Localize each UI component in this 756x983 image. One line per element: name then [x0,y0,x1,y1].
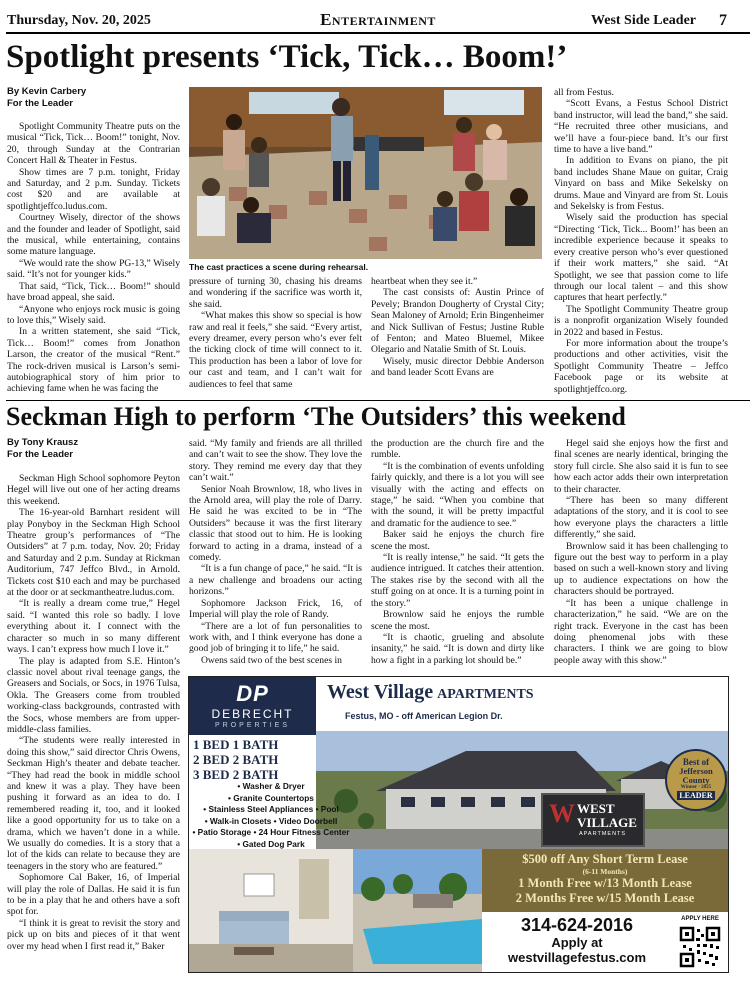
paragraph: Sophomore Cal Baker, 16, of Imperial will play the role of Dallas. He said it is fun to be in a play that he and others have a soft spot for. [7,872,180,918]
badge-sub: Winner · 2025 [680,785,712,790]
paragraph: Hegel said she enjoys how the first and final scenes are nearly identical, bringing the story full circle. She also said it is fun to see how each actor adds their own interpretation to their character. [554,438,728,495]
paragraph: the production are the church fire and the rumble. [371,438,544,461]
contact-block [482,915,672,965]
story1-author: By Kevin Carbery [7,86,87,97]
story2-byline [7,437,78,461]
paragraph: In a written statement, she said “Tick, Tick… Boom!” comes from Jonathon Larson, the creator of the musical “Rent.” The rock-driven musical is Larson’s semi-autobiographical story of him prior to achieving fame when he was facing the [7,326,180,395]
paragraph: “It is really intense,” he said. “It gets the audience intrigued. It catches their attention. The stakes rise by the second with all the stuff going on at once. It is a turning point in the story.” [371,552,544,609]
story2-column-2 [189,438,362,671]
unit-list [193,737,315,782]
story1-column-3 [371,276,544,397]
paragraph: Brownlow said he enjoys the rumble scene the most. [371,609,544,632]
paragraph: all from Festus. [554,87,614,98]
paragraph: In addition to Evans on piano, the pit band includes Shane Maue on guitar, Craig Vinyard on bass and Mike Sekelsky on drums. Maue and Vinyard are from St. Louis and Sekelsky is from Festus. [554,155,728,213]
paragraph: For more information about the troupe’s productions and other activities, visit the Spotlight Community Theatre – Jeffco Facebook page or its website at spotlightjeffco.org. [554,337,728,395]
interior-photo [189,849,353,972]
paragraph: “What makes this show so special is how raw and real it feels,” she said. “Every artist, every dreamer, every person who’s ever felt the ticking clock of time will connect to it. This production has been a labor of love for our cast and team, and I can’t wait for audiences to feel that same [189,310,362,390]
paragraph: Senior Noah Brownlow, 18, who lives in the Arnold area, will play the role of Darry. He said he was excited to be in “The Outsiders” because it was the first literary classic that stood out to him. He is looking forward to acting in a drama, instead of a comedy. [189,483,362,564]
west-village-sign [541,793,645,847]
paragraph: “Anyone who enjoys rock music is going to love this,” Wisely said. [7,303,180,326]
paragraph: Spotlight Community Theatre puts on the musical “Tick, Tick… Boom!” tonight, Nov. 20, through Sunday at the Contrarian Concert Hall & Theater in Festus. [7,121,180,167]
story2-column-1 [7,473,180,971]
paragraph: pressure of turning 30, chasing his dreams and wondering if the sacrifice was worth it, she said. [189,276,362,310]
amenity-list [189,781,353,851]
qr-label: APPLY HERE [681,916,719,922]
ad-location: Festus, MO - off American Legion Dr. [345,711,503,721]
ad-title-sub: APARTMENTS [437,687,534,702]
offers-box [482,849,728,912]
paragraph: “Scott Evans, a Festus School District band instructor, will lead the band,” she said. “He recruited three other musicians, and we’ll have a four-piece band. It’s our first time to have a live band.” [554,98,728,156]
paragraph: Wisely, music director Debbie Anderson and band leader Scott Evans are [371,355,544,379]
offer-15-month: 2 Months Free w/15 Month Lease [515,891,695,905]
unit-option: 1 BED 1 BATH [193,737,279,752]
paragraph: The play is adapted from S.E. Hinton’s classic novel about rival teenage gangs, the Greasers and Socials, or Socs, in 1976 Tulsa, Okla. The Greasers come from troubled working-class backgrounds, contrasted with the Socs, whose members are from upper-middle-class families. [7,655,180,735]
ad-title-main: West Village [327,681,434,703]
offer-short-term: $500 off Any Short Term Lease [522,852,688,866]
amenity: • Stainless Steel Appliances • Pool [203,804,339,815]
amenity: • Patio Storage • 24 Hour Fitness Center [192,827,350,838]
paragraph: Sophomore Jackson Frick, 16, of Imperial will play the role of Randy. [189,597,362,621]
sign-apartments: APARTMENTS [579,831,627,837]
story1-column-4 [554,87,728,397]
paragraph: Seckman High School sophomore Peyton Hegel will live out one of her acting dreams this weekend. [7,473,180,507]
paragraph: The 16-year-old Barnhart resident will play Ponyboy in the Seckman High School Theatre group’s performances of “The Outsiders” at 7 p.m. today, Nov. 20; Friday and Saturday and 2 p.m. Sunday at Rickman Auditorium, 747 Jeffco Blvd., in Arnold. Tickets cost $10 each and may be purchased at the door or at seckmantheatre.ludus.com. [7,507,180,599]
paragraph: The cast consists of: Austin Prince of Pevely; Brandon Dougherty of Crystal City; Sean Maloney of Arnold; Erin Bingenheimer and Nick Sullivan of Festus; Justine Ruble of Fenton; and Mateo Bluemel, Mikee Olegario and Natalie Smith of St. Louis. [371,287,544,356]
story2-column-4 [554,438,728,671]
paragraph: Baker said he enjoys the church fire scene the most. [371,529,544,552]
debrecht-logo-mark: DP [236,681,269,706]
masthead-date: Thursday, Nov. 20, 2025 [7,13,151,28]
paragraph: Brownlow said it has been challenging to figure out the best way to perform in a play based on such a well-known story and living up to audience expectations on how the characters should be portrayed. [554,540,728,598]
paragraph: “It has been a unique challenge in characterization,” he said. “We are on the right track. Everyone in the cast has been doing phenomenal jobs with these characters. I think we are going to blow people away with this show.” [554,597,728,666]
ad-title [327,681,534,704]
masthead-section: Entertainment [320,10,436,29]
badge-county: Jefferson County [679,766,713,785]
website-link: westvillagefestus.com [508,950,646,965]
paragraph: That said, “Tick, Tick… Boom!” should have broad appeal, she said. [7,280,180,304]
badge-leader: LEADER [677,791,715,800]
paragraph: “The students were really interested in doing this show,” said director Chris Owens, Seckman High’s theater and debate teacher. “They had read the book in middle school and knew it was a play. They have been pushing it forward as an idea to do. I remembered reading it, too, and it looked like a good opportunity for us to take on a drama, which we haven’t done in a while. We usually do comedies. It is a story that a lot of the kids can relate to because they are teenagers in the story who are featured.” [7,735,180,872]
story1-headline: Spotlight presents ‘Tick, Tick… Boom!’ [6,39,568,75]
sign-w-mark: W [549,799,575,828]
paragraph: “It is a fun change of pace,” he said. “It is a new challenge and broadens our acting horizons.” [189,563,362,598]
story2-author: By Tony Krausz [7,437,79,448]
paragraph: “There has been so many different adaptations of the story, and it is cool to see how everyone plays the characters a little differently,” she said. [554,495,728,541]
west-village-ad [188,676,729,973]
paragraph: “It is really a dream come true,” Hegel said. “I wanted this role so badly. I love everything about it. I connect with the character so much in so many different ways. I can’t express how much I love it.” [7,598,180,656]
debrecht-name: DEBRECHT [211,707,294,721]
story2-headline: Seckman High to perform ‘The Outsiders’ this weekend [6,402,626,431]
story1-column-1 [7,121,180,397]
paragraph: Owens said two of the best scenes in [201,654,342,666]
apply-label: Apply at [551,935,603,950]
paragraph: Wisely said the production has special “Directing ‘Tick, Tick... Boom!’ has been an incredible experience because it speaks to every creative person who’s ever questioned if their work matters,” she said. “At Spotlight, we see that passion come to life through our local talent – and this show captures that heart perfectly.” [554,212,728,304]
debrecht-sub: PROPERTIES [215,722,290,729]
amenity: • Washer & Dryer [237,781,305,791]
paragraph: “We would rate the show PG-13,” Wisely said. “It’s not for younger kids.” [7,257,180,281]
amenity: • Gated Dog Park [237,838,305,849]
photo-caption: The cast practices a scene during rehearsal. [189,262,369,272]
masthead-page: 7 [719,12,727,29]
paragraph: “It is chaotic, grueling and absolute insanity,” he said. “It is down and dirty like how a fight in a parking lot should be.” [371,631,544,666]
masthead-paper: West Side Leader [591,13,696,28]
sign-village: VILLAGE [577,815,637,830]
paragraph: The Spotlight Community Theatre group is a nonprofit organization Wisely founded in 2022 and based in Festus. [554,303,728,338]
story1-column-2 [189,276,362,397]
phone-number: 314-624-2016 [520,915,634,935]
paragraph: Courtney Wisely, director of the shows and the founder and leader of Spotlight, said the musical, while entertaining, contains some mature language. [7,212,180,258]
amenity: • Walk-in Closets • Video Doorbell [204,815,338,826]
sign-west: WEST [577,801,615,816]
offer-short-term-note: (6-11 Months) [582,867,628,876]
paragraph: Show times are 7 p.m. tonight, Friday and Saturday, and 2 p.m. Sunday. Tickets cost $20 and are available at spotlightjeffco.ludus.com. [7,166,180,212]
paragraph: said. “My family and friends are all thrilled and can’t wait to see the show. They love the story. They remind me every day that they can’t wait.” [189,438,362,484]
unit-option: 3 BED 2 BATH [193,767,279,782]
masthead-rule [6,32,750,34]
story1-byline [7,86,86,110]
paragraph: “I think it is great to revisit the story and pick up on bits and pieces of it that went over my head when I first read it,” Baker [7,917,180,952]
rehearsal-photo [189,87,542,259]
paragraph: “There are a lot of fun personalities to work with, and I think everyone has done a good job of bringing it to life,” he said. [189,620,362,655]
story2-column-3 [371,438,544,671]
story1-author-org: For the Leader [7,98,73,109]
best-of-badge [665,749,727,811]
badge-top: Best of [682,757,710,767]
paragraph: heartbeat when they see it.” [371,276,478,287]
story2-author-org: For the Leader [7,449,73,460]
qr-code-icon[interactable] [679,926,721,968]
pool-photo [353,849,482,972]
offer-13-month: 1 Month Free w/13 Month Lease [518,876,692,890]
amenity: • Granite Countertops [228,792,314,803]
paragraph: “It is the combination of events unfolding fairly quickly, and there is a lot you will see visually with the acting and effects on stage,” he said. “When you combine that with the sound, it will be pretty impactful and dramatic for the audience to see.” [371,460,544,529]
unit-option: 2 BED 2 BATH [193,752,279,767]
